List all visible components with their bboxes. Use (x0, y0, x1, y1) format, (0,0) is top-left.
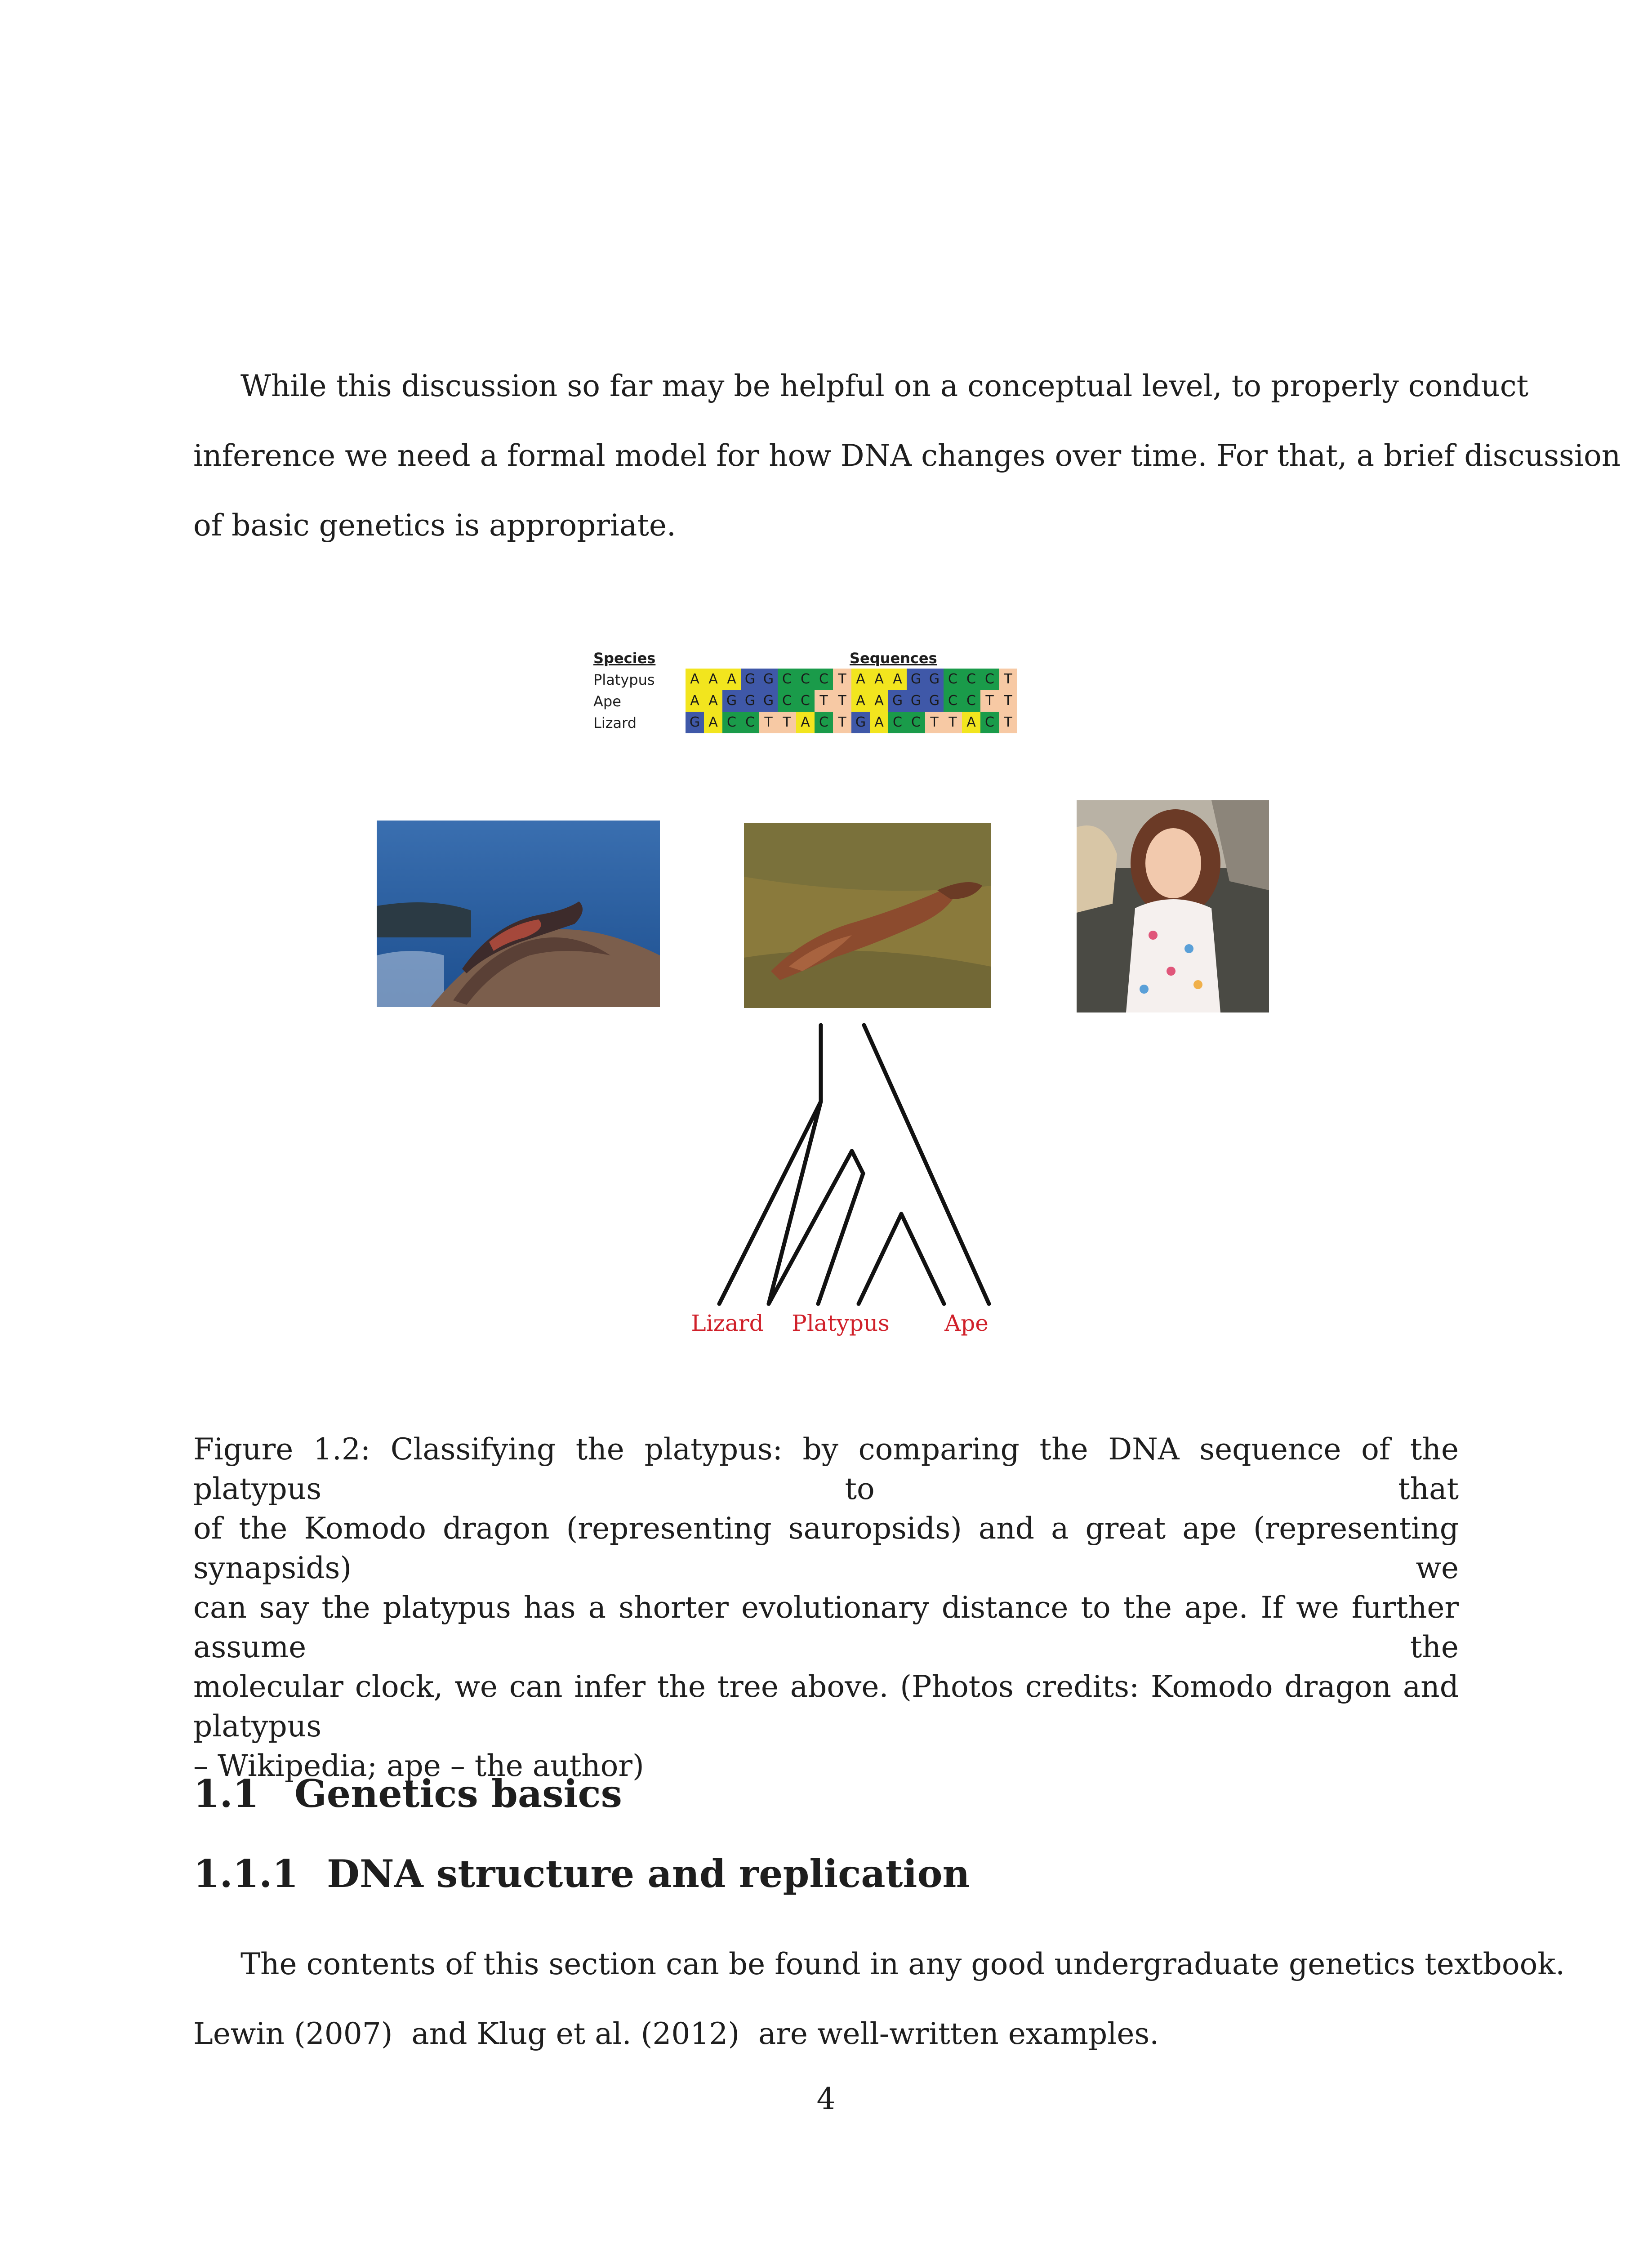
sequence-base-cell: T (925, 712, 944, 733)
intro-line-3: of basic genetics is appropriate. (193, 508, 676, 543)
sequence-base-cell: G (741, 690, 759, 712)
sequence-base-cell: G (907, 690, 925, 712)
sequence-base-cell: G (925, 669, 944, 690)
sequence-base-cell: C (796, 690, 815, 712)
sequence-base-cell: C (888, 712, 907, 733)
caption-line-3: can say the platypus has a shorter evolutionary distance to the ape. If we further assume the (193, 1590, 1459, 1664)
sequence-base-cell: C (778, 690, 796, 712)
ape-child-image (1077, 800, 1269, 1012)
sequence-base-cell: C (962, 690, 980, 712)
intro-line-1: While this discussion so far may be helpful on a conceptual level, to properly conduct (240, 369, 1529, 403)
tree-branches (719, 1025, 989, 1304)
sequence-base-cell: G (925, 690, 944, 712)
sequence-base-cell: A (888, 669, 907, 690)
sequence-base-cell: G (759, 669, 778, 690)
sequence-base-cell: A (870, 712, 888, 733)
sequence-base-cell: C (944, 690, 962, 712)
platypus-photo (744, 823, 991, 1008)
species-header: Species (593, 650, 656, 667)
section-heading (193, 1771, 622, 1816)
body-line-1: The contents of this section can be found in any good undergraduate genetics textbook. (240, 1947, 1565, 1981)
komodo-dragon-photo (377, 821, 660, 1007)
sequence-base-cell: G (741, 669, 759, 690)
sequence-base-cell: G (851, 712, 870, 733)
sequence-base-cell: A (870, 690, 888, 712)
sequence-base-cell: C (907, 712, 925, 733)
sequence-row-platypus (686, 669, 1017, 690)
sequence-base-cell: C (815, 669, 833, 690)
sequence-base-cell: A (704, 690, 722, 712)
page-number: 4 (816, 2082, 836, 2116)
sequences-header: Sequences (850, 650, 937, 667)
sequence-base-cell: A (686, 690, 704, 712)
branch-inner-left (769, 1151, 852, 1304)
section-number: 1.1 (193, 1771, 259, 1816)
branch-inner-b (901, 1214, 944, 1304)
sequence-base-cell: C (741, 712, 759, 733)
sequence-base-cell: C (815, 712, 833, 733)
body-line-2: Lewin (2007) and Klug et al. (2012) are well-written examples. (193, 2016, 1159, 2051)
sequence-base-cell: A (851, 669, 870, 690)
tree-label-platypus: Platypus (792, 1310, 890, 1336)
sequence-base-cell: T (833, 690, 851, 712)
sequence-base-cell: G (759, 690, 778, 712)
sequence-base-cell: T (944, 712, 962, 733)
sequence-base-cell: A (796, 712, 815, 733)
sequence-base-cell: C (944, 669, 962, 690)
sequence-base-cell: A (704, 669, 722, 690)
sequence-base-cell: T (999, 712, 1017, 733)
sequence-base-cell: G (686, 712, 704, 733)
sequence-base-cell: T (759, 712, 778, 733)
subsection-title: DNA structure and replication (327, 1851, 970, 1896)
caption-line-5: – Wikipedia; ape – the author) (193, 1748, 644, 1783)
caption-line-1: Figure 1.2: Classifying the platypus: by comparing the DNA sequence of the platypus to that (193, 1432, 1459, 1506)
sequence-base-cell: A (704, 712, 722, 733)
tree-label-ape: Ape (944, 1310, 989, 1336)
sequence-base-cell: A (686, 669, 704, 690)
caption-line-4: molecular clock, we can infer the tree above. (Photos credits: Komodo dragon and platypus (193, 1669, 1459, 1744)
branch-stub (769, 1102, 821, 1304)
sequence-base-cell: G (888, 690, 907, 712)
subsection-heading (193, 1851, 970, 1896)
sequence-row-ape (686, 690, 1017, 712)
sequence-base-cell: T (999, 690, 1017, 712)
sequence-base-cell: A (962, 712, 980, 733)
sequence-base-cell: C (962, 669, 980, 690)
sequence-base-cell: C (980, 712, 999, 733)
sequence-base-cell: G (722, 690, 741, 712)
phylogenetic-tree (674, 1021, 1016, 1344)
sequence-row-lizard (686, 712, 1017, 733)
caption-line-2: of the Komodo dragon (representing sauropsids) and a great ape (representing synapsids) we (193, 1511, 1459, 1585)
species-lizard: Lizard (593, 714, 637, 731)
subsection-number: 1.1.1 (193, 1851, 298, 1896)
sequence-base-cell: T (833, 669, 851, 690)
sequence-base-cell: C (722, 712, 741, 733)
sequence-base-cell: C (980, 669, 999, 690)
sequence-base-cell: C (778, 669, 796, 690)
sequence-base-cell: T (999, 669, 1017, 690)
sequence-base-cell: T (778, 712, 796, 733)
intro-line-2: inference we need a formal model for how DNA changes over time. For that, a brief discussion (193, 438, 1621, 473)
sequence-base-cell: T (980, 690, 999, 712)
figure-caption (193, 1430, 1459, 1786)
branch-inner-a (859, 1214, 901, 1304)
sequence-base-cell: A (870, 669, 888, 690)
species-platypus: Platypus (593, 671, 655, 688)
ape-child-photo (1077, 800, 1269, 1012)
sequence-base-cell: T (815, 690, 833, 712)
species-ape: Ape (593, 693, 621, 710)
sequence-base-cell: T (833, 712, 851, 733)
branch-ape (864, 1025, 989, 1304)
tree-label-lizard: Lizard (691, 1310, 764, 1336)
sequence-base-cell: A (722, 669, 741, 690)
platypus-image (744, 823, 991, 1008)
section-title: Genetics basics (294, 1771, 622, 1816)
komodo-dragon-image (377, 821, 660, 1007)
sequence-base-cell: C (796, 669, 815, 690)
sequence-base-cell: A (851, 690, 870, 712)
sequence-base-cell: G (907, 669, 925, 690)
